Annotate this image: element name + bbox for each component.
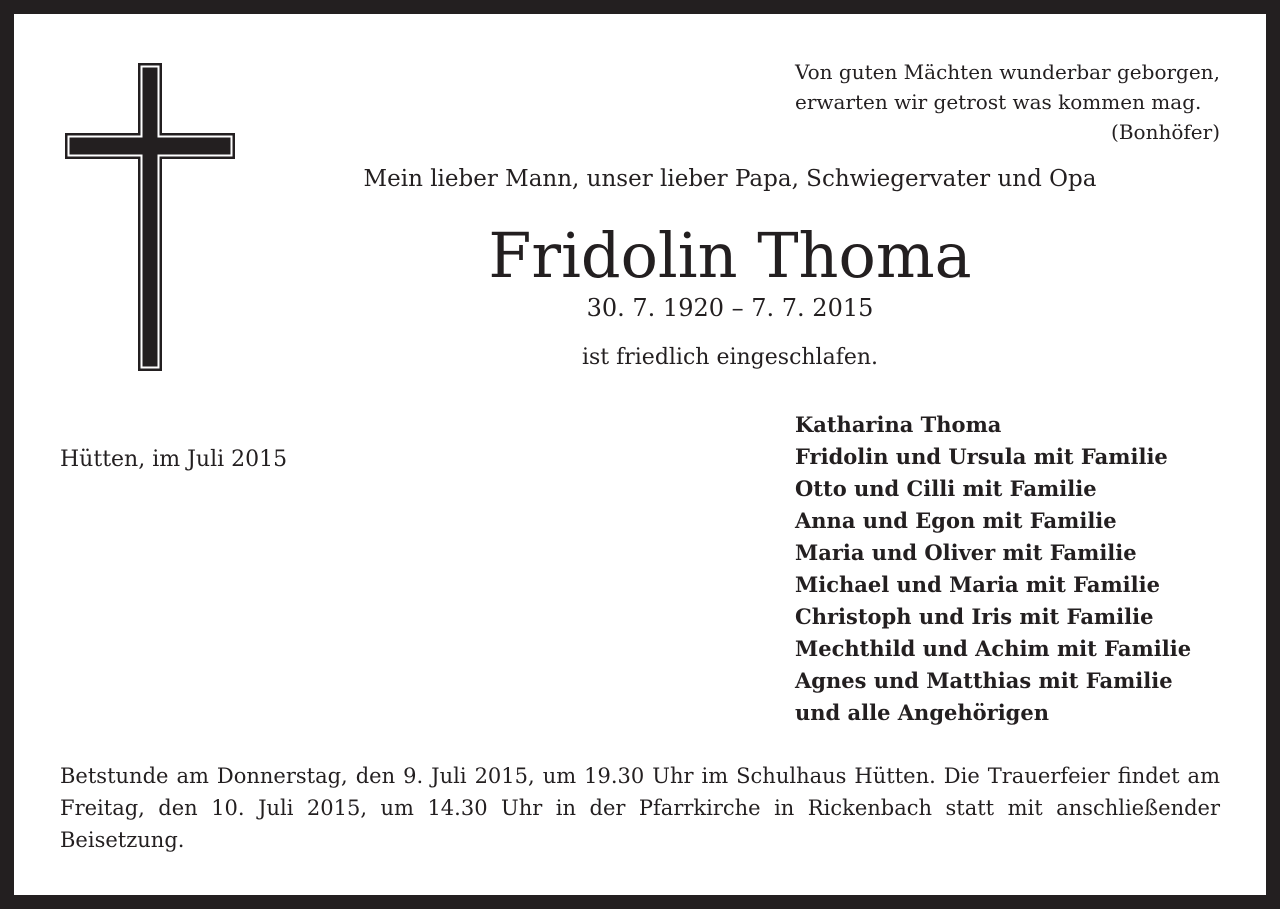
mourner-entry: Anna und Egon mit Familie <box>795 508 1117 533</box>
mourner-entry: Mechthild und Achim mit Familie <box>795 636 1192 661</box>
mourner-entry: Maria und Oliver mit Familie <box>795 540 1137 565</box>
mourner-entry: Michael und Maria mit Familie <box>795 572 1160 597</box>
mourner-entry: Otto und Cilli mit Familie <box>795 476 1097 501</box>
place-date: Hütten, im Juli 2015 <box>60 447 288 472</box>
cross-icon <box>65 63 235 371</box>
mourner-entry: Katharina Thoma <box>795 412 1002 437</box>
bible-quote <box>795 57 1220 147</box>
mourner-entry: und alle Angehörigen <box>795 700 1049 725</box>
mourner-entry: Fridolin und Ursula mit Familie <box>795 444 1168 469</box>
mourners-list <box>795 409 1191 729</box>
quote-line: Von guten Mächten wunderbar geborgen, <box>795 60 1220 84</box>
deceased-name: Fridolin Thoma <box>488 219 972 292</box>
service-notice: Betstunde am Donnerstag, den 9. Juli 2015, um 19.30 Uhr im Schulhaus Hütten. Die Trauerfeier findet am Freitag, den 10. Juli 2015, um 14.30 Uhr in der Pfarrkirche in Rickenbach statt mit anschließender Beisetzung. <box>60 764 1220 852</box>
mourner-entry: Agnes und Matthias mit Familie <box>795 668 1173 693</box>
obituary-notice <box>14 14 1266 895</box>
quote-attribution: (Bonhöfer) <box>1111 120 1220 144</box>
quote-line: erwarten wir getrost was kommen mag. <box>795 90 1202 114</box>
intro-line: Mein lieber Mann, unser lieber Papa, Schwiegervater und Opa <box>363 166 1097 192</box>
mourner-entry: Christoph und Iris mit Familie <box>795 604 1154 629</box>
life-dates: 30. 7. 1920 – 7. 7. 2015 <box>586 294 874 322</box>
passing-statement: ist friedlich eingeschlafen. <box>581 345 879 370</box>
